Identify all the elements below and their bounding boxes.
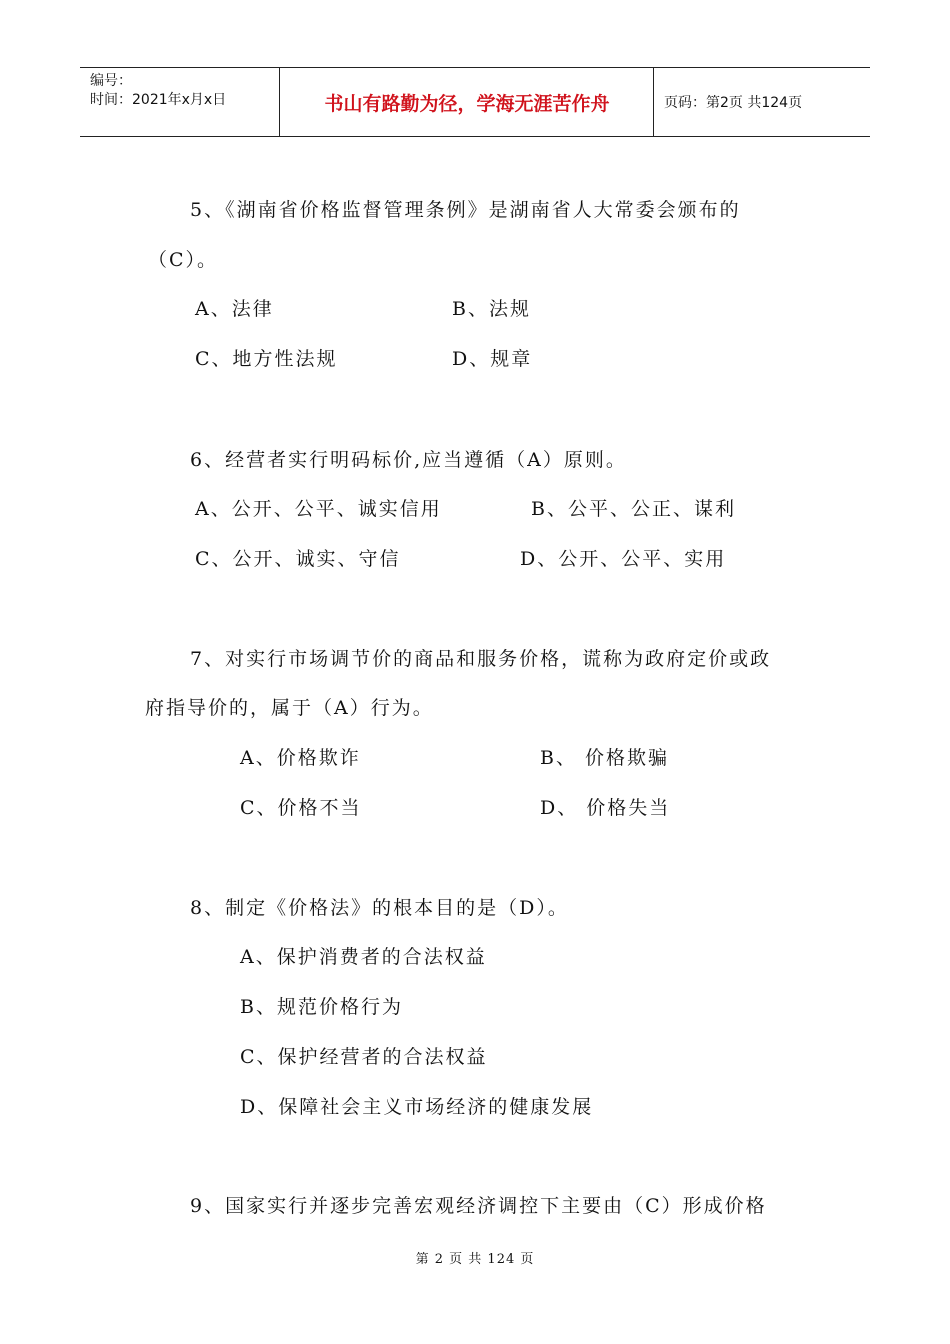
question-5-option-d: D、规章 xyxy=(452,348,533,370)
document-date: 时间：2021年x月x日 xyxy=(90,92,227,108)
question-6-option-d: D、公开、公平、实用 xyxy=(520,548,727,570)
question-5-option-c: C、地方性法规 xyxy=(195,348,338,370)
question-5-stem-line-1: 5、《湖南省价格监督管理条例》是湖南省人大常委会颁布的 xyxy=(190,199,741,221)
question-7-stem-line-1: 7、对实行市场调节价的商品和服务价格，谎称为政府定价或政 xyxy=(190,648,772,670)
question-7-option-b: B、 价格欺骗 xyxy=(540,747,670,769)
question-7-option-c: C、价格不当 xyxy=(240,797,362,819)
question-8-option-d: D、保障社会主义市场经济的健康发展 xyxy=(240,1096,594,1118)
question-6-option-b: B、公平、公正、谋利 xyxy=(531,498,736,520)
header-meta xyxy=(80,68,280,136)
page-header xyxy=(80,67,870,137)
question-6-option-c: C、公开、诚实、守信 xyxy=(195,548,401,570)
question-9-stem: 9、国家实行并逐步完善宏观经济调控下主要由（C）形成价格 xyxy=(190,1195,767,1217)
document-number: 编号： xyxy=(90,73,132,89)
question-6-stem: 6、经营者实行明码标价,应当遵循（A）原则。 xyxy=(190,449,627,471)
question-7-stem-line-2: 府指导价的，属于（A）行为。 xyxy=(145,697,434,719)
question-5-option-b: B、法规 xyxy=(452,298,531,320)
question-7-option-a: A、价格欺诈 xyxy=(240,747,361,769)
header-motto: 书山有路勤为径，学海无涯苦作舟 xyxy=(281,68,654,136)
question-6-option-a: A、公开、公平、诚实信用 xyxy=(195,498,442,520)
question-7-option-d: D、 价格失当 xyxy=(540,797,671,819)
question-5-option-a: A、法律 xyxy=(195,298,274,320)
question-8-option-b: B、规范价格行为 xyxy=(240,996,403,1018)
question-8-option-c: C、保护经营者的合法权益 xyxy=(240,1046,488,1068)
page-footer: 第 2 页 共 124 页 xyxy=(415,1252,535,1267)
header-page-number: 页码：第2页 共124页 xyxy=(664,95,803,111)
question-8-option-a: A、保护消费者的合法权益 xyxy=(240,946,487,968)
question-5-stem-line-2: （C）。 xyxy=(148,249,219,271)
question-8-stem: 8、制定《价格法》的根本目的是（D）。 xyxy=(190,897,569,919)
